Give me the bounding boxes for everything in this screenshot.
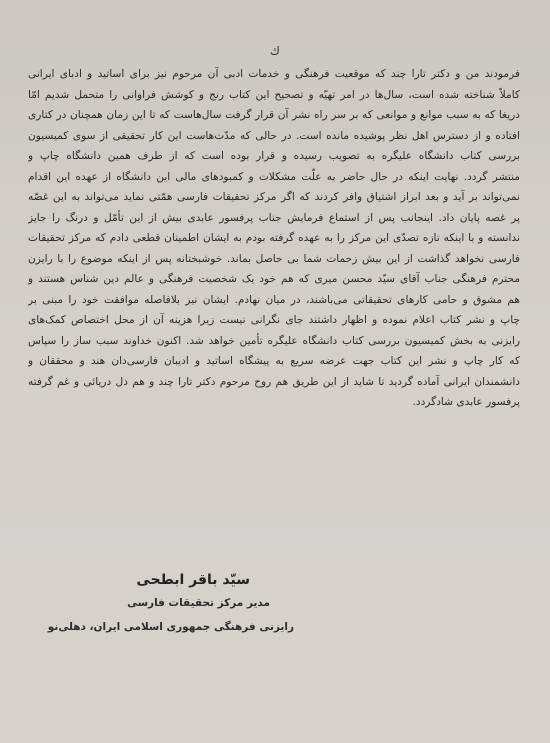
text-line: ندانسته و با اینکه تازه تصدّی این مرکز را به عهده گرفته بودم به ایشان اطمینان قطعی دادم که مرکز تحقیقات bbox=[28, 232, 520, 244]
text-line: هم مشوق و حامی کارهای تحقیقاتی می‌باشند، در میان نهادم. ایشان نیز بلافاصله موافقت خود را مبنی بر bbox=[28, 293, 520, 306]
text-line: پر غصه پایان داد. اینجانب پس از استماع فرمایش جناب پرفسور عابدی بیش از این تأمّل و درنگ را جایز bbox=[28, 211, 520, 224]
text-line: دانشمندان ایرانی آماده گردید تا شاید از این طریق هم روح مرحوم دکتر تارا چند و هم دل دریائی و غم گرفته bbox=[28, 375, 520, 388]
text-line: بررسی کتاب دانشگاه علیگره به تصویب رسیده و قرار بوده است که از طرف همین دانشگاه چاپ و bbox=[28, 150, 520, 162]
text-line: فرمودند من و دکتر تارا چند که موقعیت فرهنگی و خدمات ادبی آن مرحوم نیز برای اساتید و ادبای ایرانی bbox=[28, 68, 520, 80]
text-line: فارسی نخواهد گذاشت از این بیش زحمات شما بی حاصل بماند. خوشبختانه پس از اینکه موضوع را با رایزن bbox=[28, 252, 520, 265]
text-line: دریغا که به سبب موانع و موانعی که بر سر راه نشر آن قرار گرفت سال‌هاست که تا این زمان همچنان در کتاری bbox=[28, 109, 520, 121]
text-line: نمی‌تواند بر آید و بعد ابراز اشتیاق وافر کردند که اگر مرکز تحقیقات فارسی همّتی نماید می‌تواند به این غصّه bbox=[28, 191, 520, 203]
text-line: چاپ و نشر کتاب اعلام نموده و اظهار داشتند جای نگرانی نیست زیرا هزینه آن از محل اختصاص کمک‌های bbox=[28, 314, 520, 326]
text-line: پرفسور عابدی شادگردد. bbox=[412, 396, 520, 408]
text-line: رایزنی به بخش کمیسیون بررسی کتاب دانشگاه علیگره تأمین خواهد شد. اکنون خداوند سبب ساز را سپاس bbox=[28, 334, 520, 347]
signatory-affiliation: رایزنی فرهنگی جمهوری اسلامی ایران، دهلی‌نو bbox=[47, 621, 294, 633]
body-paragraph bbox=[28, 64, 520, 413]
text-line: که کار چاپ و نشر این کتاب جهت عرضه سریع به پیشگاه اساتید و ادیبان فارسی‌دان هند و محققان و bbox=[28, 355, 520, 367]
signatory-name: سیّد باقر ابطحی bbox=[136, 572, 250, 588]
text-line: محترم فرهنگی جناب آقای سیّد محسن میری که هم خود یک شخصیت فرهنگی و عالم دین شناس هستند و bbox=[28, 273, 520, 285]
text-line: منتشر گردد. نهایت اینکه در حال حاضر به علّت مشکلات و کمبودهای مالی این دانشگاه از عهده این اقدام bbox=[28, 170, 520, 183]
page-number: ك bbox=[270, 44, 280, 58]
text-line: افتاده و از دسترس اهل نظر پوشیده مانده است. در حالی که مدّت‌هاست این کار تحقیقی از سوی کمیسیون bbox=[28, 129, 520, 142]
text-line: کاملاً شناخته شده است، سال‌ها در امر تهیّه و تصحیح این کتاب رنج و کوشش فراوانی را متحمل شدیم امّا bbox=[28, 88, 520, 101]
signatory-title: مدیر مرکز تحقیقات فارسی bbox=[127, 597, 270, 609]
